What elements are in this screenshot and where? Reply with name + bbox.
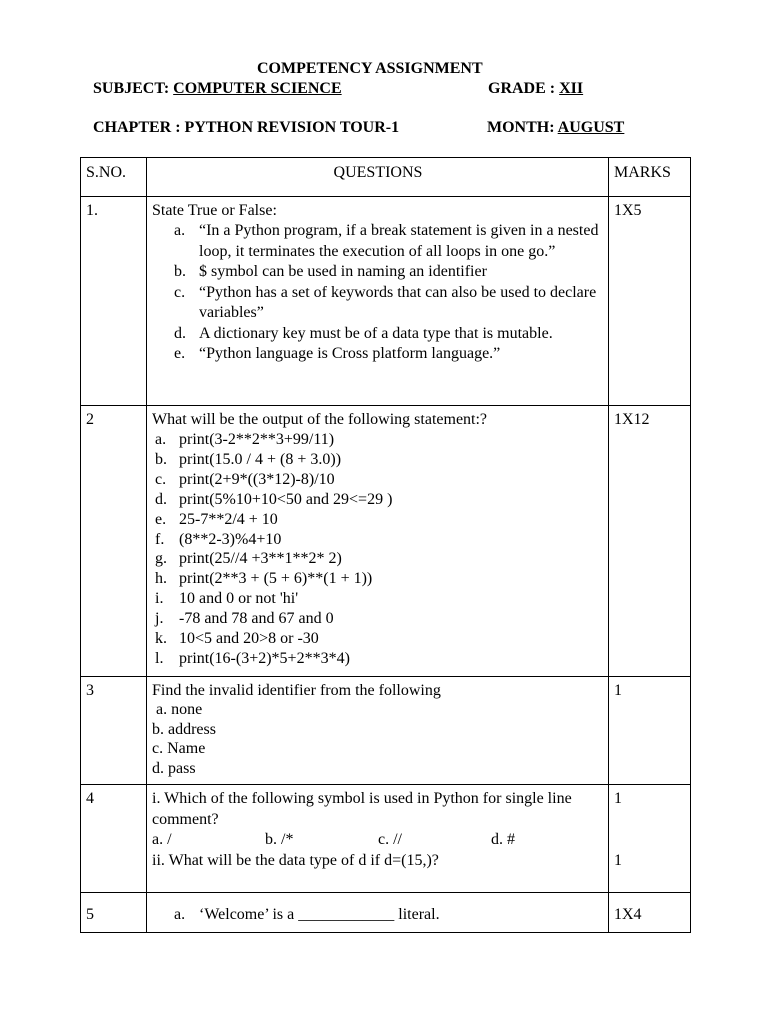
q3-marks: 1 <box>609 676 691 785</box>
q2-item-c <box>152 470 604 490</box>
q4-option-b: b. /* <box>265 831 294 848</box>
q3-option-d: d. pass <box>152 759 196 777</box>
q2-marks: 1X12 <box>609 405 691 676</box>
item-label: d. <box>174 324 186 342</box>
subject-value: COMPUTER SCIENCE <box>173 80 342 97</box>
table-row-q3 <box>81 676 691 785</box>
item-label: h. <box>155 570 167 588</box>
item-text: print(3-2**2**3+99/11) <box>179 431 335 448</box>
item-text: print(2+9*((3*12)-8)/10 <box>179 470 335 488</box>
q2-item-k <box>152 629 604 649</box>
month-line <box>487 119 624 137</box>
q2-item-a <box>152 430 604 450</box>
q2-item-h <box>152 569 604 589</box>
q2-item-l <box>152 649 604 669</box>
q4-option-a: a. / <box>152 831 172 848</box>
q3-sno: 3 <box>81 676 147 785</box>
q2-sno: 2 <box>81 405 147 676</box>
q3-content <box>147 676 609 785</box>
q4-option-c: c. // <box>378 831 402 848</box>
q2-content <box>147 405 609 676</box>
grade-line <box>488 80 583 98</box>
item-label: a. <box>155 431 167 448</box>
q2-item-b <box>152 450 604 470</box>
q4-marks-i: 1 <box>614 790 622 807</box>
q1-sno: 1. <box>81 196 147 405</box>
q1-content <box>147 196 609 405</box>
item-label: i. <box>155 590 164 608</box>
q2-item-e <box>152 510 604 530</box>
item-text: ‘Welcome’ is a ____________ literal. <box>199 906 440 923</box>
q2-item-g <box>152 549 604 569</box>
q4-marks-ii: 1 <box>614 851 622 869</box>
item-label: f. <box>155 530 165 548</box>
item-label: g. <box>155 550 167 568</box>
item-label: l. <box>155 649 164 667</box>
table-row-q4 <box>81 785 691 893</box>
q4-part-ii: ii. What will be the data type of d if d=(15,)? <box>152 851 439 869</box>
q1-item-b <box>152 262 604 283</box>
item-label: a. <box>174 222 186 239</box>
item-text: print(25//4 +3**1**2* 2) <box>179 550 342 568</box>
q2-item-d <box>152 490 604 510</box>
table-row-q1 <box>81 196 691 405</box>
header-marks: MARKS <box>609 158 691 197</box>
q5-marks: 1X4 <box>609 893 691 933</box>
q3-option-c: c. Name <box>152 740 206 757</box>
q4-part-i: i. Which of the following symbol is used in Python for single line comment? <box>152 790 572 828</box>
q1-item-a <box>152 221 604 262</box>
header-sno: S.NO. <box>81 158 147 197</box>
item-text: 25-7**2/4 + 10 <box>179 510 278 528</box>
q2-intro: What will be the output of the following statement:? <box>152 410 488 428</box>
table-header-row <box>81 158 691 197</box>
q4-content <box>147 785 609 893</box>
item-label: a. <box>174 906 186 923</box>
item-text: 10<5 and 20>8 or -30 <box>179 630 319 648</box>
q2-item-j <box>152 609 604 629</box>
q1-item-d <box>152 324 604 345</box>
grade-value: XII <box>559 80 584 97</box>
q4-options <box>152 830 604 851</box>
q4-sno: 4 <box>81 785 147 893</box>
subject-line <box>93 80 342 98</box>
q4-option-d: d. # <box>491 831 515 848</box>
q5-sno: 5 <box>81 893 147 933</box>
item-label: e. <box>155 510 167 528</box>
q5-content <box>147 893 609 933</box>
month-label: MONTH: <box>487 119 558 136</box>
item-text: “Python language is Cross platform language.” <box>199 345 501 362</box>
questions-table <box>80 157 691 933</box>
item-text: print(16-(3+2)*5+2**3*4) <box>179 649 350 667</box>
q1-marks: 1X5 <box>609 196 691 405</box>
q5-item-a <box>152 905 604 926</box>
subject-label: SUBJECT: <box>93 80 174 97</box>
item-text: 10 and 0 or not 'hi' <box>179 590 299 608</box>
month-value: AUGUST <box>557 119 625 136</box>
table-row-q5 <box>81 893 691 933</box>
q1-intro: State True or False: <box>152 201 277 219</box>
q3-option-b: b. address <box>152 720 216 738</box>
item-label: k. <box>155 630 167 648</box>
item-text: (8**2-3)%4+10 <box>179 530 282 548</box>
item-text: “In a Python program, if a break statement is given in a nested loop, it terminates the execution of all loops in one go.” <box>199 222 599 260</box>
q3-option-a: a. none <box>152 701 203 718</box>
q2-item-i <box>152 589 604 609</box>
item-label: j. <box>155 610 164 628</box>
q4-marks <box>609 785 691 893</box>
item-text: -78 and 78 and 67 and 0 <box>179 610 334 628</box>
item-label: b. <box>174 263 186 280</box>
grade-label: GRADE : <box>488 80 560 97</box>
header-questions: QUESTIONS <box>147 158 609 197</box>
item-label: c. <box>174 283 186 301</box>
q2-item-f <box>152 530 604 550</box>
item-text: print(5%10+10<50 and 29<=29 ) <box>179 490 393 508</box>
chapter-line: CHAPTER : PYTHON REVISION TOUR-1 <box>93 119 400 136</box>
table-row-q2 <box>81 405 691 676</box>
item-text: print(15.0 / 4 + (8 + 3.0)) <box>179 450 342 468</box>
q1-item-c <box>152 283 604 324</box>
item-text: A dictionary key must be of a data type that is mutable. <box>199 324 553 342</box>
item-label: d. <box>155 490 167 508</box>
item-text: print(2**3 + (5 + 6)**(1 + 1)) <box>179 570 373 588</box>
item-text: $ symbol can be used in naming an identifier <box>199 263 487 280</box>
item-text: “Python has a set of keywords that can also be used to declare variables” <box>199 283 597 321</box>
item-label: b. <box>155 450 167 468</box>
q3-intro: Find the invalid identifier from the following <box>152 681 441 699</box>
item-label: c. <box>155 470 167 488</box>
assignment-title: COMPETENCY ASSIGNMENT <box>257 60 483 77</box>
item-label: e. <box>174 345 186 362</box>
q1-item-e <box>152 344 604 365</box>
